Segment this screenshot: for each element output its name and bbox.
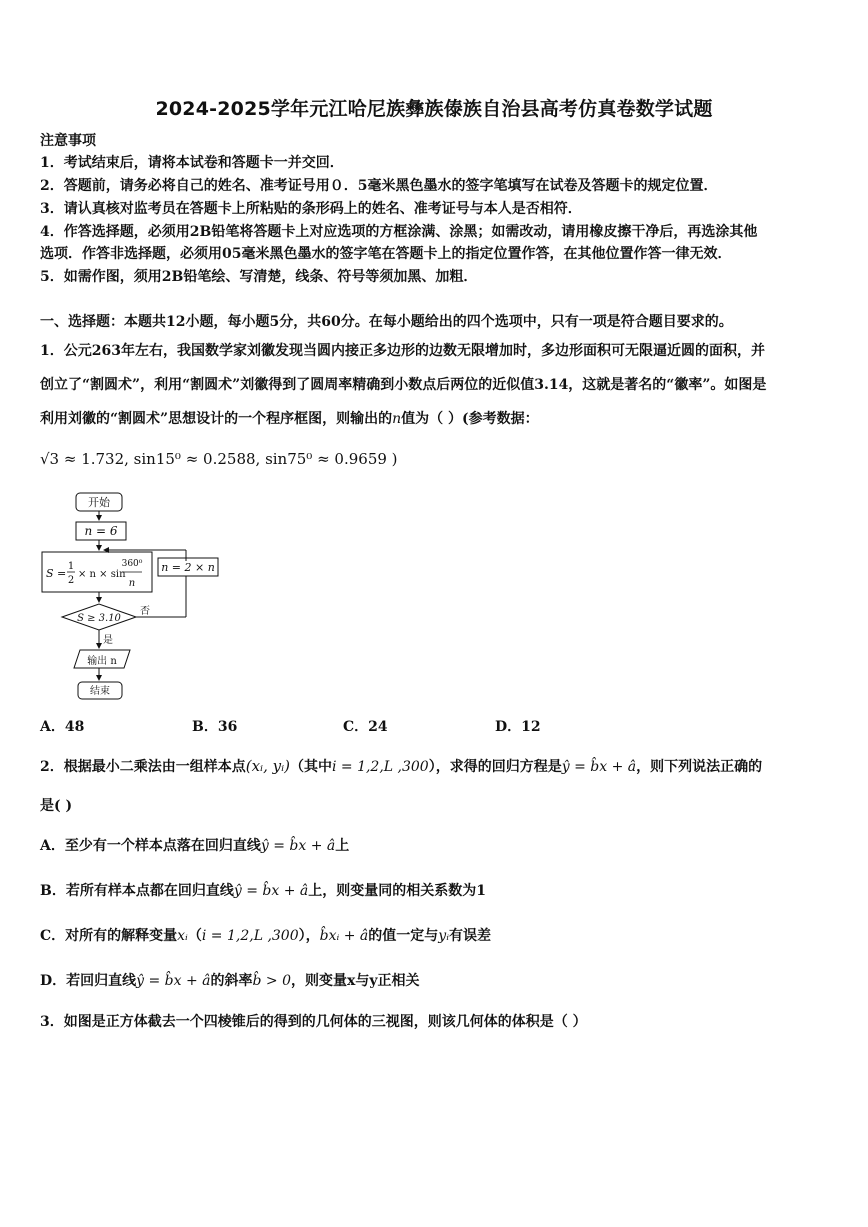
q2-a-text: A．至少有一个样本点落在回归直线: [40, 838, 261, 854]
q1-option-c: C．24: [343, 719, 388, 735]
q2-stem: [40, 756, 762, 777]
output-label: 输出 n: [87, 656, 117, 667]
q2-c-c: ），: [298, 928, 320, 944]
note-item: 5．如需作图，须用2B铅笔绘、写清楚，线条、符号等须加黑、加粗．: [40, 269, 478, 285]
q2-c-e: 有误差: [449, 928, 492, 944]
q1-option-a: A．48: [40, 719, 85, 735]
end-label: 结束: [90, 686, 110, 697]
q2-point: (xᵢ, yᵢ): [245, 757, 290, 775]
q2-c-x: xᵢ: [177, 928, 188, 944]
q1-line3-tail: 值为（ ）(参考数据：: [401, 411, 539, 427]
q2-stem-c: ），求得的回归方程是: [428, 759, 562, 775]
q2-stem-a: 2．根据最小二乘法由一组样本点: [40, 759, 246, 775]
q2-c-range: i = 1,2,L ,300: [201, 928, 299, 944]
q2-c-text: C．对所有的解释变量: [40, 928, 178, 944]
q2-c-b: （: [187, 928, 202, 944]
q2-a-eq: ŷ = b̂x + â: [260, 838, 336, 854]
note-item: 选项．作答非选择题，必须用05毫米黑色墨水的签字笔在答题卡上的指定位置作答，在其他位置作答一律无效．: [40, 246, 732, 262]
q3-stem: 3．如图是正方体截去一个四棱锥后的得到的几何体的三视图，则该几何体的体积是（ ）: [40, 1014, 587, 1030]
q2-d-tail: ，则变量x与y正相关: [291, 973, 420, 989]
condition-label: S ≥ 3.10: [77, 613, 121, 624]
q2-c-y: yᵢ: [438, 928, 450, 944]
init-label: n = 6: [84, 524, 118, 538]
q2-c-d: 的值一定与: [368, 928, 439, 944]
flowchart: [38, 488, 238, 704]
note-item: 2．答题前，请务必将自己的姓名、准考证号用０．5毫米黑色墨水的签字笔填写在试卷及答题卡的规定位置．: [40, 178, 718, 194]
q2-stem-end: 是( ): [40, 798, 73, 814]
q2-d-slope: b̂ > 0: [252, 973, 292, 989]
update-label: n = 2 × n: [161, 561, 215, 574]
q2-option-a: [40, 836, 349, 856]
q2-d-b: 的斜率: [210, 973, 253, 989]
q2-stem-b: （其中: [289, 759, 332, 775]
note-item: 4．作答选择题，必须用2B铅笔将答题卡上对应选项的方框涂满、涂黑；如需改动，请用橡皮擦干净后，再选涂其他: [40, 224, 758, 240]
formula-half-num: 1: [67, 561, 75, 572]
q2-a-tail: 上: [335, 838, 350, 854]
q2-stem-d: ，则下列说法正确的: [636, 759, 763, 775]
q2-equation: ŷ = b̂x + â: [561, 759, 637, 775]
formula-mid: × n × sin: [78, 569, 126, 580]
notes-heading: 注意事项: [40, 133, 96, 149]
formula-half-den: 2: [67, 575, 75, 586]
q2-c-eq: b̂xᵢ + â: [319, 928, 369, 944]
no-label: 否: [140, 606, 150, 617]
q1-reference-values: √3 ≈ 1.732, sin15⁰ ≈ 0.2588, sin75⁰ ≈ 0.9659 ): [40, 450, 398, 468]
q2-b-text: B．若所有样本点都在回归直线: [40, 883, 234, 899]
page-title: 2024-2025学年元江哈尼族彝族傣族自治县高考仿真卷数学试题: [155, 98, 713, 120]
q1-line3-text: 利用刘徽的“割圆术”思想设计的一个程序框图，则输出的: [40, 411, 393, 427]
q1-line1: 1．公元263年左右，我国数学家刘徽发现当圆内接正多边形的边数无限增加时，多边形面积可无限逼近圆的面积，并: [40, 343, 765, 359]
q1-var-n: n: [392, 411, 402, 427]
q2-b-eq: ŷ = b̂x + â: [233, 883, 309, 899]
formula-num: 360⁰: [121, 559, 143, 569]
formula-s: S =: [46, 567, 67, 580]
yes-label: 是: [103, 635, 113, 646]
q2-option-b: [40, 881, 486, 901]
q2-b-tail: 上，则变量同的相关系数为1: [308, 883, 486, 899]
q1-option-d: D．12: [495, 719, 541, 735]
q2-d-eq: ŷ = b̂x + â: [136, 973, 211, 989]
section-heading: 一、选择题：本题共12小题，每小题5分，共60分。在每小题给出的四个选项中，只有一项是符合题目要求的。: [40, 314, 733, 330]
q1-line2: 创立了“割圆术”，利用“割圆术”刘徽得到了圆周率精确到小数点后两位的近似值3.14，这就是著名的“徽率”。如图是: [40, 377, 767, 393]
q2-index-range: i = 1,2,L ,300: [331, 759, 429, 775]
q2-option-d: [40, 971, 420, 991]
q1-option-b: B．36: [192, 719, 238, 735]
q1-line3: [40, 409, 539, 429]
q2-option-c: [40, 926, 491, 946]
formula-den: n: [128, 578, 136, 589]
start-label: 开始: [88, 496, 110, 509]
q2-d-text: D．若回归直线: [40, 973, 137, 989]
note-item: 1．考试结束后，请将本试卷和答题卡一并交回．: [40, 155, 344, 171]
note-item: 3．请认真核对监考员在答题卡上所粘贴的条形码上的姓名、准考证号与本人是否相符．: [40, 201, 582, 217]
